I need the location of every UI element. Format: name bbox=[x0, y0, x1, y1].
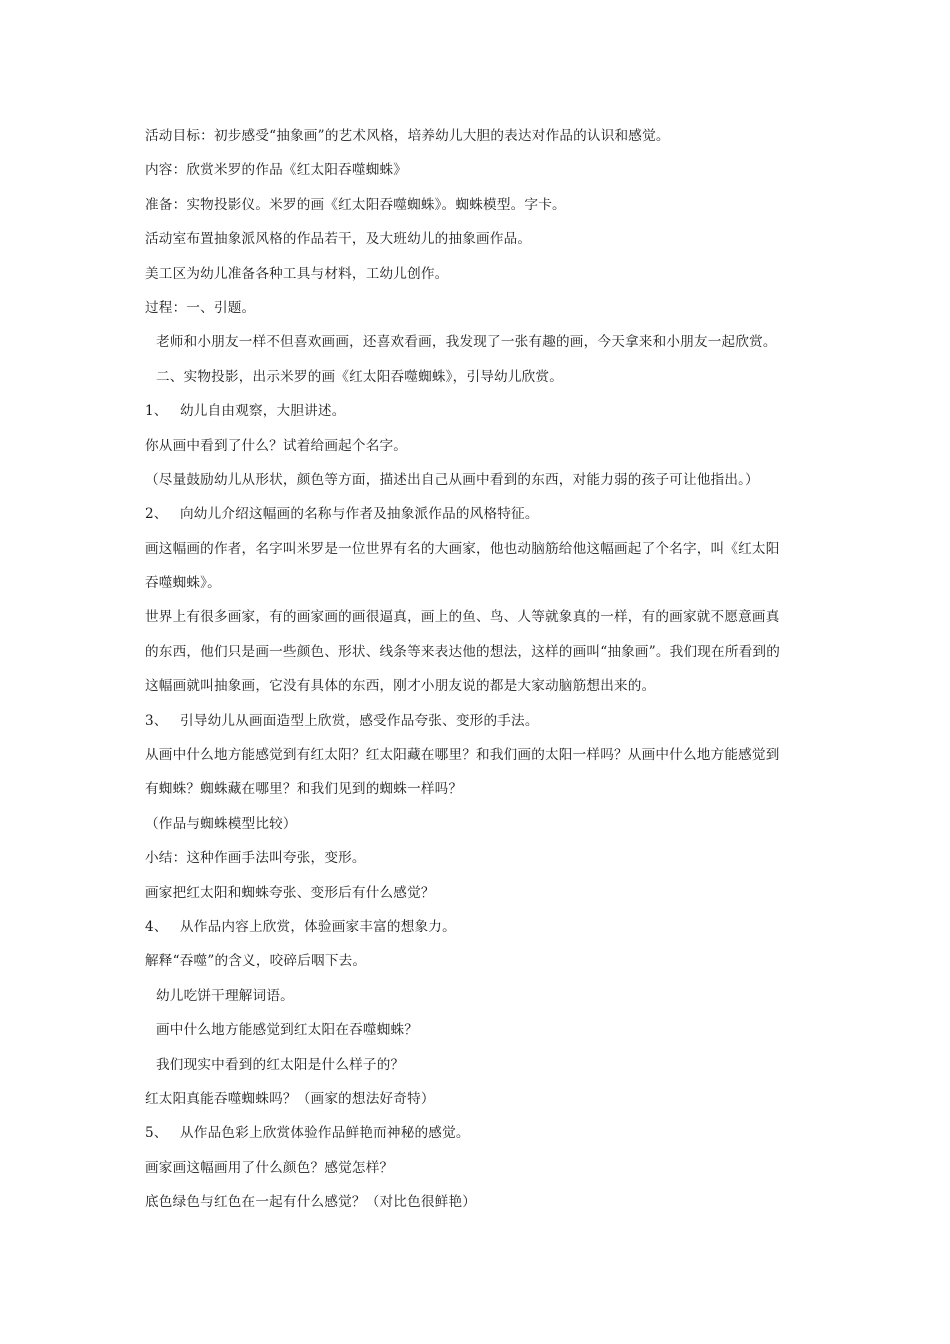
item-text: 从作品色彩上欣赏体验作品鲜艳而神秘的感觉。 bbox=[180, 1125, 470, 1142]
paragraph-content: 内容：欣赏米罗的作品《红太阳吞噬蜘蛛》 bbox=[145, 162, 408, 179]
paragraph-preparation: 准备：实物投影仪。米罗的画《红太阳吞噬蜘蛛》。蜘蛛模型。字卡。 bbox=[145, 196, 566, 213]
paragraph-color-question: 画家画这幅画用了什么颜色？感觉怎样？ bbox=[145, 1159, 394, 1176]
item-number: 2、 bbox=[145, 506, 168, 523]
paragraph-sun-question-1: 从画中什么地方能感觉到有红太阳？红太阳藏在哪里？和我们画的太阳一样吗？从画中什么地方能感觉到 bbox=[145, 747, 780, 764]
numbered-item-4 bbox=[145, 910, 815, 944]
paragraph-sun-question-2: 有蜘蛛？蜘蛛藏在哪里？和我们见到的蜘蛛一样吗？ bbox=[145, 781, 463, 798]
item-text: 向幼儿介绍这幅画的名称与作者及抽象派作品的风格特征。 bbox=[180, 506, 539, 523]
paragraph-art-area: 美工区为幼儿准备各种工具与材料，工幼儿创作。 bbox=[145, 265, 449, 282]
paragraph-author-line-2: 吞噬蜘蛛》。 bbox=[145, 575, 221, 592]
paragraph-room-setup: 活动室布置抽象派风格的作品若干，及大班幼儿的抽象画作品。 bbox=[145, 231, 532, 248]
item-text: 从作品内容上欣赏，体验画家丰富的想象力。 bbox=[180, 918, 456, 935]
paragraph-activity-goal: 活动目标：初步感受“抽象画”的艺术风格，培养幼儿大胆的表达对作品的认识和感觉。 bbox=[145, 128, 670, 144]
paragraph-devour-question: 画中什么地方能感觉到红太阳在吞噬蜘蛛？ bbox=[156, 1022, 419, 1039]
item-number: 4、 bbox=[145, 918, 168, 935]
item-number: 3、 bbox=[145, 712, 168, 729]
paragraph-contrast-note: 底色绿色与红色在一起有什么感觉？（对比色很鲜艳） bbox=[145, 1194, 477, 1211]
paragraph-exaggeration-question: 画家把红太阳和蜘蛛夸张、变形后有什么感觉？ bbox=[145, 884, 435, 901]
document-body bbox=[145, 119, 815, 1220]
paragraph-abstract-line-3: 这幅画就叫抽象画，它没有具体的东西，刚才小朋友说的都是大家动脑筋想出来的。 bbox=[145, 678, 656, 695]
paragraph-teacher-intro: 老师和小朋友一样不但喜欢画画，还喜欢看画，我发现了一张有趣的画，今天拿来和小朋友一起欣赏。 bbox=[156, 334, 777, 351]
paragraph-encourage-note: （尽量鼓励幼儿从形状，颜色等方面，描述出自己从画中看到的东西，对能力弱的孩子可让他指出。） bbox=[145, 471, 759, 488]
paragraph-cookie-activity: 幼儿吃饼干理解词语。 bbox=[156, 987, 294, 1004]
numbered-item-5 bbox=[145, 1116, 815, 1150]
numbered-item-2 bbox=[145, 497, 815, 531]
item-text: 引导幼儿从画面造型上欣赏，感受作品夸张、变形的手法。 bbox=[180, 712, 539, 729]
numbered-item-1 bbox=[145, 394, 815, 428]
paragraph-summary: 小结：这种作画手法叫夸张，变形。 bbox=[145, 850, 366, 867]
item-text: 幼儿自由观察，大胆讲述。 bbox=[180, 403, 346, 420]
paragraph-process-intro: 过程：一、引题。 bbox=[145, 299, 256, 316]
item-number: 5、 bbox=[145, 1125, 168, 1142]
paragraph-devour-meaning: 解释“吞噬”的含义，咬碎后咽下去。 bbox=[145, 953, 367, 970]
paragraph-abstract-line-2: 的东西，他们只是画一些颜色、形状、线条等来表达他的想法，这样的画叫“抽象画”。我们现在所看到的 bbox=[145, 643, 781, 660]
paragraph-real-sun-question: 我们现实中看到的红太阳是什么样子的？ bbox=[156, 1056, 405, 1073]
paragraph-imagination-note: 红太阳真能吞噬蜘蛛吗？（画家的想法好奇特） bbox=[145, 1090, 435, 1107]
item-number: 1、 bbox=[145, 403, 168, 420]
paragraph-step-two: 二、实物投影，出示米罗的画《红太阳吞噬蜘蛛》，引导幼儿欣赏。 bbox=[156, 368, 564, 385]
paragraph-question-name: 你从画中看到了什么？试着给画起个名字。 bbox=[145, 437, 408, 454]
numbered-item-3 bbox=[145, 704, 815, 738]
paragraph-model-compare: （作品与蜘蛛模型比较） bbox=[145, 815, 297, 832]
paragraph-author-line-1: 画这幅画的作者，名字叫米罗是一位世界有名的大画家，他也动脑筋给他这幅画起了个名字，叫《红太阳 bbox=[145, 540, 780, 557]
paragraph-abstract-line-1: 世界上有很多画家，有的画家画的画很逼真，画上的鱼、鸟、人等就象真的一样，有的画家就不愿意画真 bbox=[145, 609, 780, 626]
